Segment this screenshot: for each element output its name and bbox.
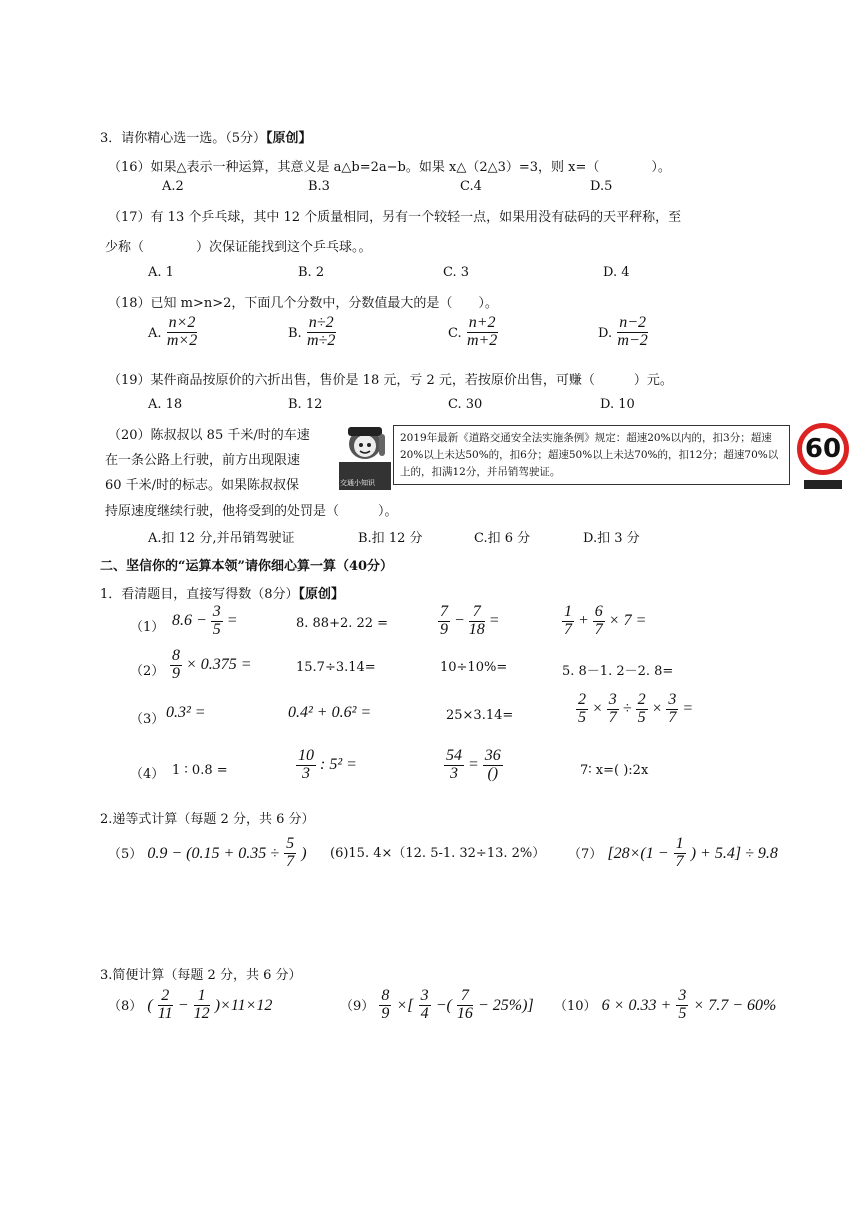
q17-option-a[interactable]: A. 1 [148,265,174,280]
q20-stem-line1: （20）陈叔叔以 85 千米/时的车速 [108,428,310,443]
numerator: 2 [578,691,586,708]
numerator: 3 [212,603,221,620]
denominator: 5 [637,708,646,726]
denominator: 9 [440,620,448,638]
s1-title: 1．看清题目，直接写得数（8分） [100,587,299,602]
fraction [593,604,605,639]
term: ) [301,844,307,862]
numerator: 7 [457,988,473,1006]
q19-option-c[interactable]: C. 30 [448,397,483,412]
numerator: 1 [194,988,210,1006]
s2-header: 2.递等式计算（每题 2 分，共 6 分） [100,812,315,827]
original-tag: 【原创】 [266,131,312,146]
s3-header: 3.简便计算（每题 2 分，共 6 分） [100,968,302,983]
fraction [483,748,503,783]
equals: = [488,611,500,629]
section3-title: 3．请你精心选一选。（5分） [100,131,267,146]
term: 6 × 0.33 + [601,996,672,1014]
q17-option-c[interactable]: C. 3 [443,265,470,280]
denominator: 5 [578,708,586,726]
r2-expr-a [170,648,252,683]
denominator: 3 [450,764,458,782]
denominator: 11 [157,1004,173,1022]
q18-option-b-fraction [307,315,336,350]
q9-label: （9） [340,998,375,1014]
equals: = [468,755,479,773]
numerator: n×2 [168,314,196,331]
r3-expr-c: 25×3.14= [446,708,514,723]
q16-stem: （16）如果△表示一种运算，其意义是 a△b=2a−b。如果 x△（2△3）=3，则 x=（ ）。 [108,160,671,175]
q5-label: （5） [108,846,143,862]
numerator: 5 [286,835,295,852]
fraction [211,604,223,639]
q20-stem-line2: 在一条公路上行驶，前方出现限速 [105,453,301,468]
denominator: 7 [564,620,572,638]
fraction [676,988,688,1023]
r1-expr-a [172,604,238,639]
fraction [194,988,210,1023]
q18-option-b-label: B. [288,325,302,341]
term: −( [435,996,452,1014]
q18-option-c-label: C. [448,325,462,341]
term: × 0.375 = [186,655,252,673]
denominator: 3 [302,764,310,782]
r2-expr-b: 15.7÷3.14= [296,660,376,675]
denominator: () [487,764,499,782]
numerator: n+2 [468,314,496,331]
numerator: 3 [608,691,617,708]
fraction [379,988,391,1023]
q19-stem: （19）某件商品按原价的六折出售，售价是 18 元，亏 2 元，若按原价出售，可赚（ ）元。 [108,373,673,388]
numerator: 1 [675,835,684,852]
q9-expr [340,988,534,1023]
numerator: 2 [637,691,646,708]
numerator: 3 [668,691,677,708]
q20-option-a[interactable]: A.扣 12 分,并吊销驾驶证 [148,531,295,546]
speed-limit-sign-icon: 60 [797,423,849,475]
numerator: 54 [446,747,462,764]
traffic-tip-badge: 交通小知识 [340,479,375,487]
term: 8.6 − [172,611,207,629]
operator: ÷ [622,699,632,717]
denominator: 12 [193,1004,210,1022]
numerator: 3 [678,987,687,1004]
q20-option-c[interactable]: C.扣 6 分 [474,531,531,546]
fraction [170,648,182,683]
q6-expr: (6)15. 4×（12. 5-1. 32÷13. 2%） [330,846,546,861]
r3-label: （3） [130,712,165,727]
r2-label: （2） [130,664,165,679]
r1-expr-d [562,604,646,639]
r4-expr-c [444,748,503,783]
r4-expr-d: 7∶ x=( ):2x [580,763,649,778]
q18-option-a[interactable] [148,315,197,350]
term: : 5² = [320,755,357,773]
numerator: 36 [484,747,501,764]
term: − 25%)] [478,996,534,1014]
r3-expr-a: 0.3² = [166,704,206,721]
denominator: m+2 [466,331,498,349]
term: )×11×12 [214,996,273,1014]
term: ( [147,996,153,1014]
term: ) + 5.4] ÷ 9.8 [690,844,778,862]
r2-expr-c: 10÷10%= [440,660,508,675]
equals: = [226,611,238,629]
term: × 7 = [608,611,647,629]
denominator: 7 [286,852,295,870]
q20-option-d[interactable]: D.扣 3 分 [583,531,640,546]
section3-header [100,127,312,146]
term: 0.9 − (0.15 + 0.35 ÷ [147,844,280,862]
fraction [607,692,619,727]
fraction [438,604,450,639]
numerator: 3 [420,987,429,1004]
operator: + [578,611,589,629]
operator: − [177,996,189,1014]
fraction [636,692,648,727]
operator: − [454,611,465,629]
fraction [674,836,686,871]
numerator: n−2 [619,314,646,331]
denominator: 7 [675,852,684,870]
q16-option-b[interactable]: B.3 [308,179,330,194]
denominator: 4 [420,1004,429,1022]
fraction [444,748,464,783]
q18-option-d[interactable] [598,315,648,350]
q16-option-d[interactable]: D.5 [590,179,613,194]
operator: × [651,699,663,717]
term: ×[ [396,996,414,1014]
fraction [419,988,431,1023]
q17-option-d[interactable]: D. 4 [603,265,630,280]
q18-option-c[interactable] [448,315,498,350]
q5-expr [108,836,307,871]
q7-label: （7） [568,846,603,862]
numerator: n÷2 [308,314,334,331]
term: [28×(1 − [607,844,669,862]
q20-stem-line3: 60 千米/时的标志。如果陈叔叔保 [105,478,300,493]
fraction [562,604,574,639]
r3-expr-d [576,692,693,727]
fraction [576,692,588,727]
r4-label: （4） [130,767,165,782]
r1-expr-b: 8. 88+2. 22 = [296,616,389,631]
q16-option-a[interactable]: A.2 [162,179,184,194]
q16-option-c[interactable]: C.4 [460,179,482,194]
numerator: 1 [564,603,572,620]
denominator: 16 [456,1004,473,1022]
term: × 7.7 − 60% [693,996,777,1014]
part2-title: 二、坚信你的“运算本领”请你细心算一算（40分） [100,559,394,574]
denominator: 7 [668,708,677,726]
denominator: 18 [468,620,485,638]
fraction [158,988,173,1023]
numerator: 7 [469,604,485,622]
fraction [284,836,296,871]
denominator: 5 [212,620,221,638]
speed-limit-plate [804,480,842,489]
q19-option-b[interactable]: B. 12 [288,397,323,412]
q8-label: （8） [108,998,143,1014]
numerator: 8 [381,987,390,1004]
q19-option-a[interactable]: A. 18 [148,397,183,412]
numerator: 8 [172,647,180,664]
s1-header [100,583,344,602]
q18-option-d-label: D. [598,325,613,341]
q18-stem: （18）已知 m>n>2，下面几个分数中，分数值最大的是（ ）。 [108,296,498,311]
fraction [469,604,485,639]
r4-expr-b [296,748,357,783]
equals: = [682,699,694,717]
denominator: m×2 [166,331,198,349]
denominator: 5 [678,1004,687,1022]
numerator: 2 [158,988,173,1006]
q18-option-b[interactable] [288,315,336,350]
fraction [457,988,473,1023]
r1-label: （1） [130,620,165,635]
denominator: 9 [381,1004,390,1022]
r3-expr-b: 0.4² + 0.6² = [288,704,372,721]
r2-expr-d: 5. 8－1. 2－2. 8= [562,664,674,679]
q7-expr [568,836,778,871]
q17-option-b[interactable]: B. 2 [298,265,325,280]
q10-label: （10） [554,998,597,1014]
q8-expr [108,988,272,1023]
original-tag: 【原创】 [298,587,345,602]
q10-expr [554,988,776,1023]
fraction [296,748,316,783]
denominator: 7 [594,620,603,638]
traffic-notice-box: 2019年最新《道路交通安全法实施条例》规定：超速20%以内的，扣3分；超速20%以上未达50%的，扣6分；超速50%以上未达70%的，扣12分；超速70%以上的，扣满12分，并吊销驾驶证。 [393,425,790,485]
q20-option-b[interactable]: B.扣 12 分 [358,531,423,546]
denominator: m÷2 [307,331,336,349]
r1-expr-c [438,604,500,639]
q18-option-a-label: A. [148,325,162,341]
denominator: 9 [172,664,180,682]
q19-option-d[interactable]: D. 10 [600,397,635,412]
denominator: m−2 [617,331,648,349]
q18-option-a-fraction [167,315,198,350]
r4-expr-a: 1 ∶ 0.8 = [172,763,228,778]
q18-option-d-fraction [617,315,648,350]
q18-option-c-fraction [467,315,498,350]
numerator: 7 [440,603,448,620]
numerator: 6 [594,603,603,620]
fraction [666,692,678,727]
q20-stem-line4: 持原速度继续行驶，他将受到的处罚是（ ）。 [105,504,398,519]
q17-stem-line2: 少称（ ）次保证能找到这个乒乓球。。 [105,240,372,255]
q17-stem-line1: （17）有 13 个乒乓球，其中 12 个质量相同，另有一个较轻一点，如果用没有砝码的天平秤称，至 [108,210,682,225]
denominator: 7 [608,708,617,726]
operator: × [592,699,603,717]
numerator: 10 [298,747,314,764]
